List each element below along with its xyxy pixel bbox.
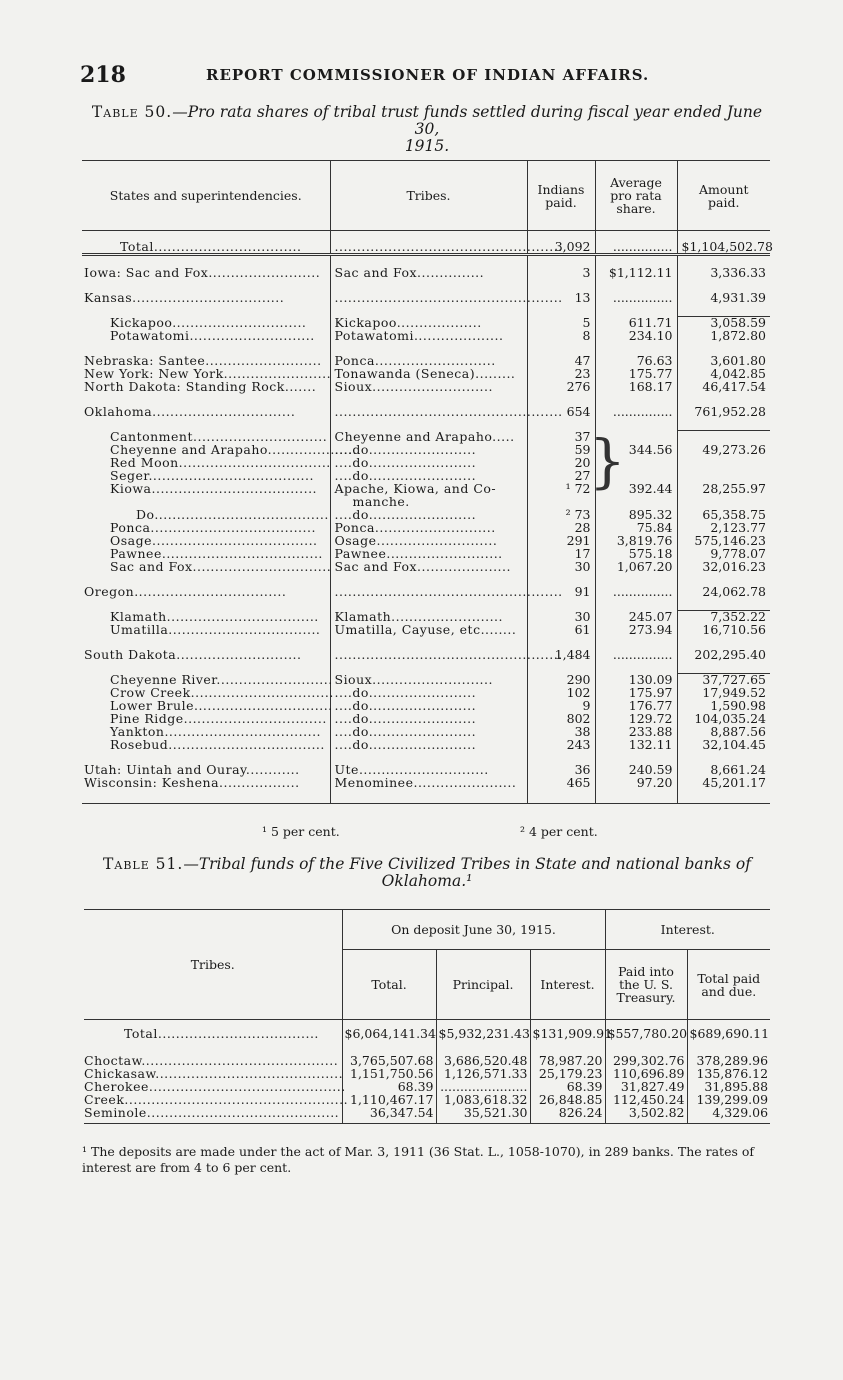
table-row (82, 739, 770, 752)
tribe-cell: Chickasaw.......................................... (84, 1065, 344, 1081)
table50-caption (82, 104, 772, 155)
paid-into-treasury-cell: 299,302.76 (605, 1055, 687, 1068)
tribe-cell: ....do........................ (330, 509, 527, 522)
average-cell: 392.44 (595, 483, 677, 496)
state-cell: Do....................................... (136, 506, 329, 522)
state-cell: Sac and Fox............................... (110, 558, 332, 574)
spacer-cell (84, 1120, 342, 1124)
table-row (82, 292, 770, 305)
tribe-cell: manche. (330, 496, 527, 509)
tribe-cell: ....do........................ (330, 687, 527, 700)
state-cell: South Dakota............................ (84, 646, 302, 662)
indians-cell: 276 (527, 381, 595, 394)
indians-cell: 30 (527, 611, 595, 624)
amount-cell: 3,336.33 (677, 267, 770, 280)
state-cell: Wisconsin: Keshena.................. (84, 774, 300, 790)
table50-caption-line1: —Pro rata shares of tribal trust funds settled during fiscal year ended June 30, (172, 103, 763, 138)
tribe-cell: ....do........................ (330, 700, 527, 713)
average-cell: 97.20 (595, 777, 677, 790)
indians-cell: 290 (527, 674, 595, 687)
state-cell: Iowa: Sac and Fox......................... (84, 264, 321, 280)
spacer-cell (436, 1120, 530, 1124)
state-cell: Oklahoma................................ (84, 403, 296, 419)
amount-cell: 8,661.24 (677, 764, 770, 777)
principal-cell: ...................... (436, 1081, 530, 1094)
tribe-cell: Menominee....................... (330, 777, 527, 790)
total-cell: 1,151,750.56 (342, 1068, 436, 1081)
principal-cell: 3,686,520.48 (436, 1055, 530, 1068)
spacer-cell (330, 790, 527, 804)
tribe-cell: Total.................................... (124, 1025, 319, 1041)
indians-cell: 465 (527, 777, 595, 790)
amount-cell: 32,104.45 (677, 739, 770, 752)
average-cell: 575.18 (595, 548, 677, 561)
table-row (82, 624, 770, 637)
average-cell: 240.59 (595, 764, 677, 777)
indians-cell: 802 (527, 713, 595, 726)
tribe-cell: Potawatomi.................... (330, 330, 527, 343)
state-cell: Rosebud................................... (110, 736, 325, 752)
indians-cell: 91 (527, 586, 595, 599)
interest-cell: $131,909.91 (530, 1028, 605, 1041)
amount-cell: 1,872.80 (677, 330, 770, 343)
state-cell: Cheyenne and Arapaho.................... (110, 441, 358, 457)
amount-cell: 3,601.80 (677, 355, 770, 368)
amount-cell: 65,358.75 (677, 509, 770, 522)
table-row (82, 330, 770, 343)
table-row (82, 483, 770, 496)
interest-cell: 68.39 (530, 1081, 605, 1094)
amount-cell: 45,201.17 (677, 777, 770, 790)
total-cell: 36,347.54 (342, 1107, 436, 1120)
amount-cell: 9,778.07 (677, 548, 770, 561)
average-cell: 895.32 (595, 509, 677, 522)
state-cell: Utah: Uintah and Ouray............ (84, 761, 300, 777)
total-cell: 1,110,467.17 (342, 1094, 436, 1107)
tribe-cell: ....do........................ (330, 726, 527, 739)
spacer-cell (342, 1120, 436, 1124)
average-cell: 175.97 (595, 687, 677, 700)
state-cell: Kansas.................................. (84, 289, 285, 305)
tribe-cell: ................................................... (330, 241, 527, 255)
average-cell: 234.10 (595, 330, 677, 343)
header-average-share: Average pro rata share. (595, 161, 677, 231)
indians-cell: ² 73 (527, 509, 595, 522)
total-cell: 3,765,507.68 (342, 1055, 436, 1068)
amount-cell: 32,016.23 (677, 561, 770, 574)
tribe-cell: Creek.................................................. (84, 1091, 349, 1107)
tribe-cell: ................................................... (330, 649, 527, 662)
tribe-cell: Sioux........................... (330, 381, 527, 394)
state-cell: Red Moon.................................. (110, 454, 331, 470)
amount-cell: 8,887.56 (677, 726, 770, 739)
indians-cell: 291 (527, 535, 595, 548)
average-cell: ............... (595, 406, 677, 419)
tribe-cell: Ute............................. (330, 764, 527, 777)
interest-cell: 826.24 (530, 1107, 605, 1120)
indians-cell: 20 (527, 457, 595, 470)
indians-cell: 5 (527, 317, 595, 330)
tribe-cell: Tonawanda (Seneca)......... (330, 368, 527, 381)
tribe-cell: ....do........................ (330, 713, 527, 726)
spacer-cell (527, 790, 595, 804)
amount-cell: 3,058.59 (677, 317, 770, 330)
indians-cell: 37 (527, 431, 595, 444)
amount-cell: 37,727.65 (677, 674, 770, 687)
state-cell: Lower Brule............................... (110, 697, 333, 713)
indians-cell: 47 (527, 355, 595, 368)
amount-cell: 28,255.97 (677, 483, 770, 496)
indians-cell: 38 (527, 726, 595, 739)
state-cell: Crow Creek................................ (110, 684, 334, 700)
state-cell: Oregon.................................. (84, 583, 287, 599)
header-interest-group: Interest. (605, 910, 770, 950)
average-cell: 175.77 (595, 368, 677, 381)
table51-body (84, 1020, 770, 1124)
average-cell: 76.63 (595, 355, 677, 368)
table-row (82, 649, 770, 662)
spacer-cell (605, 1120, 687, 1124)
state-cell: North Dakota: Standing Rock....... (84, 378, 317, 394)
average-cell: 130.09 (595, 674, 677, 687)
table51-caption (82, 856, 772, 890)
tribe-cell: Ponca........................... (330, 355, 527, 368)
indians-cell: 243 (527, 739, 595, 752)
spacer-row (84, 1120, 770, 1124)
state-cell: Pine Ridge................................ (110, 710, 327, 726)
interest-cell: 25,179.23 (530, 1068, 605, 1081)
total-paid-due-cell: 31,895.88 (687, 1081, 770, 1094)
tribe-cell: Klamath......................... (330, 611, 527, 624)
table50-caption-line2: 1915. (404, 137, 450, 155)
average-cell: 245.07 (595, 611, 677, 624)
average-cell: 132.11 (595, 739, 677, 752)
table51-footnote: ¹ The deposits are made under the act of Mar. 3, 1911 (36 Stat. L., 1058-1070), in 289 banks. The rates of interest are from 4 to 6 per cent. (82, 1144, 755, 1175)
average-cell: 233.88 (595, 726, 677, 739)
amount-cell: 46,417.54 (677, 381, 770, 394)
spacer-row (82, 790, 770, 804)
average-cell: ............... (595, 649, 677, 662)
total-cell: 68.39 (342, 1081, 436, 1094)
header-amount-paid: Amount paid. (677, 161, 770, 231)
average-cell: 344.56 (595, 444, 677, 457)
header-tribes: Tribes. (330, 161, 527, 231)
indians-cell: 8 (527, 330, 595, 343)
state-cell: Seger..................................... (110, 467, 314, 483)
amount-cell: 4,931.39 (677, 292, 770, 305)
amount-cell (677, 457, 770, 470)
average-cell: ............... (595, 241, 677, 255)
spacer-cell (595, 790, 677, 804)
amount-cell: 2,123.77 (677, 522, 770, 535)
tribe-cell: Sac and Fox............... (330, 267, 527, 280)
tribe-cell: Osage........................... (330, 535, 527, 548)
state-cell: Klamath.................................. (110, 608, 319, 624)
indians-cell: 13 (527, 292, 595, 305)
paid-into-treasury-cell: 110,696.89 (605, 1068, 687, 1081)
table51-header-row-1 (84, 910, 770, 950)
principal-cell: 1,083,618.32 (436, 1094, 530, 1107)
amount-cell: 49,273.26 (677, 444, 770, 457)
interest-cell: 78,987.20 (530, 1055, 605, 1068)
indians-cell: 28 (527, 522, 595, 535)
average-cell: 168.17 (595, 381, 677, 394)
tribe-cell: Choctaw............................................ (84, 1052, 339, 1068)
indians-cell: 17 (527, 548, 595, 561)
indians-cell: 1,484 (527, 649, 595, 662)
amount-cell: 761,952.28 (677, 406, 770, 419)
tribe-cell: ....do........................ (330, 470, 527, 483)
table-row (82, 406, 770, 419)
total-paid-due-cell: 139,299.09 (687, 1094, 770, 1107)
interest-cell: 26,848.85 (530, 1094, 605, 1107)
tribe-cell: ................................................... (330, 586, 527, 599)
amount-cell: 4,042.85 (677, 368, 770, 381)
page-number: 218 (80, 62, 126, 88)
table50-footnote-2: ² 4 per cent. (520, 824, 598, 839)
amount-cell: 202,295.40 (677, 649, 770, 662)
table50-label: Table 50. (91, 103, 173, 121)
table51-caption-line2: Oklahoma.¹ (381, 872, 473, 890)
table-row (84, 1028, 770, 1041)
running-title: REPORT COMMISSIONER OF INDIAN AFFAIRS. (206, 66, 650, 84)
state-cell: Kickapoo.............................. (110, 314, 307, 330)
principal-cell: 35,521.30 (436, 1107, 530, 1120)
header-total: Total. (342, 950, 436, 1020)
table50-footnote-1: ¹ 5 per cent. (262, 824, 340, 839)
spacer-cell (677, 790, 770, 804)
tribe-cell: Apache, Kiowa, and Co- (330, 483, 527, 496)
state-cell: Yankton................................... (110, 723, 322, 739)
indians-cell: 61 (527, 624, 595, 637)
header-tribes: Tribes. (84, 910, 342, 1020)
table-row (82, 586, 770, 599)
indians-cell: 23 (527, 368, 595, 381)
table50-header-row (82, 161, 770, 231)
amount-cell: 1,590.98 (677, 700, 770, 713)
paid-into-treasury-cell: 112,450.24 (605, 1094, 687, 1107)
paid-into-treasury-cell: 31,827.49 (605, 1081, 687, 1094)
indians-cell: ¹ 72 (527, 483, 595, 496)
tribe-cell: ....do........................ (330, 444, 527, 457)
average-cell: $1,112.11 (595, 267, 677, 280)
principal-cell: $5,932,231.43 (436, 1028, 530, 1041)
running-head (80, 62, 770, 86)
principal-cell: 1,126,571.33 (436, 1068, 530, 1081)
average-cell: 176.77 (595, 700, 677, 713)
tribe-cell: Cheyenne and Arapaho..... (330, 431, 527, 444)
header-total-paid-and-due: Total paid and due. (687, 950, 770, 1020)
table50 (82, 160, 773, 804)
table-row (82, 777, 770, 790)
tribe-cell: Cherokee............................................ (84, 1078, 346, 1094)
average-cell: 129.72 (595, 713, 677, 726)
state-cell: Osage..................................... (110, 532, 318, 548)
total-paid-due-cell: 378,289.96 (687, 1055, 770, 1068)
header-paid-into-treasury: Paid into the U. S. Treasury. (605, 950, 687, 1020)
spacer-cell (677, 419, 770, 431)
indians-cell: 30 (527, 561, 595, 574)
amount-cell: 575,146.23 (677, 535, 770, 548)
header-principal: Principal. (436, 950, 530, 1020)
tribe-cell: Ponca........................... (330, 522, 527, 535)
average-cell: 611.71 (595, 317, 677, 330)
tribe-cell: Pawnee.......................... (330, 548, 527, 561)
paid-into-treasury-cell: 3,502.82 (605, 1107, 687, 1120)
amount-cell: $1,104,502.78 (677, 241, 770, 255)
table51-label: Table 51. (103, 855, 184, 873)
spacer-cell (530, 1120, 605, 1124)
state-cell: Nebraska: Santee.......................... (84, 352, 322, 368)
total-paid-due-cell: 4,329.06 (687, 1107, 770, 1120)
indians-cell: 3 (527, 267, 595, 280)
table-row (82, 561, 770, 574)
table50-body (82, 231, 773, 804)
state-cell: Potawatomi............................ (110, 327, 315, 343)
indians-cell: 27 (527, 470, 595, 483)
state-cell: Ponca..................................... (110, 519, 316, 535)
indians-cell: 36 (527, 764, 595, 777)
total-paid-due-cell: 135,876.12 (687, 1068, 770, 1081)
tribe-cell: ....do........................ (330, 457, 527, 470)
tribe-cell: ................................................... (330, 406, 527, 419)
amount-cell: 7,352.22 (677, 611, 770, 624)
total-cell: $6,064,141.34 (342, 1028, 436, 1041)
indians-cell: 102 (527, 687, 595, 700)
indians-cell: 654 (527, 406, 595, 419)
state-cell: Kiowa..................................... (110, 480, 318, 496)
state-cell: Pawnee.................................... (110, 545, 323, 561)
tribe-cell: Umatilla, Cayuse, etc........ (330, 624, 527, 637)
tribe-cell: ....do........................ (330, 739, 527, 752)
tribe-cell: Seminole........................................... (84, 1104, 340, 1120)
header-on-deposit: On deposit June 30, 1915. (342, 910, 605, 950)
amount-cell: 16,710.56 (677, 624, 770, 637)
state-cell: Total................................. (120, 238, 302, 254)
header-interest: Interest. (530, 950, 605, 1020)
table51-caption-line1: —Tribal funds of the Five Civilized Tribes in State and national banks of (183, 855, 751, 873)
average-cell: 75.84 (595, 522, 677, 535)
average-cell: 273.94 (595, 624, 677, 637)
average-cell: ............... (595, 586, 677, 599)
tribe-cell: Kickapoo................... (330, 317, 527, 330)
indians-cell: 3,092 (527, 241, 595, 255)
table-row (82, 267, 770, 280)
amount-cell: 104,035.24 (677, 713, 770, 726)
amount-cell: 24,062.78 (677, 586, 770, 599)
tribe-cell: Sioux........................... (330, 674, 527, 687)
indians-cell: 59 (527, 444, 595, 457)
table-row (82, 381, 770, 394)
state-cell: Cantonment.............................. (110, 428, 328, 444)
average-cell: ............... (595, 292, 677, 305)
state-cell: Umatilla.................................. (110, 621, 321, 637)
brace-mark: } (589, 427, 626, 495)
spacer-cell (82, 790, 330, 804)
header-states: States and superintendencies. (109, 188, 302, 203)
spacer-cell (687, 1120, 770, 1124)
total-paid-due-cell: $689,690.11 (687, 1028, 770, 1041)
paid-into-treasury-cell: $557,780.20 (605, 1028, 687, 1041)
header-indians-paid: Indians paid. (527, 161, 595, 231)
average-cell: 3,819.76 (595, 535, 677, 548)
table-row (82, 241, 770, 255)
indians-cell: 9 (527, 700, 595, 713)
state-cell: New York: New York........................ (84, 365, 332, 381)
table-row (84, 1107, 770, 1120)
state-cell: Cheyenne River.......................... (110, 671, 333, 687)
tribe-cell: Sac and Fox..................... (330, 561, 527, 574)
tribe-cell: ................................................... (330, 292, 527, 305)
amount-cell: 17,949.52 (677, 687, 770, 700)
average-cell: 1,067.20 (595, 561, 677, 574)
table51 (84, 909, 770, 1124)
